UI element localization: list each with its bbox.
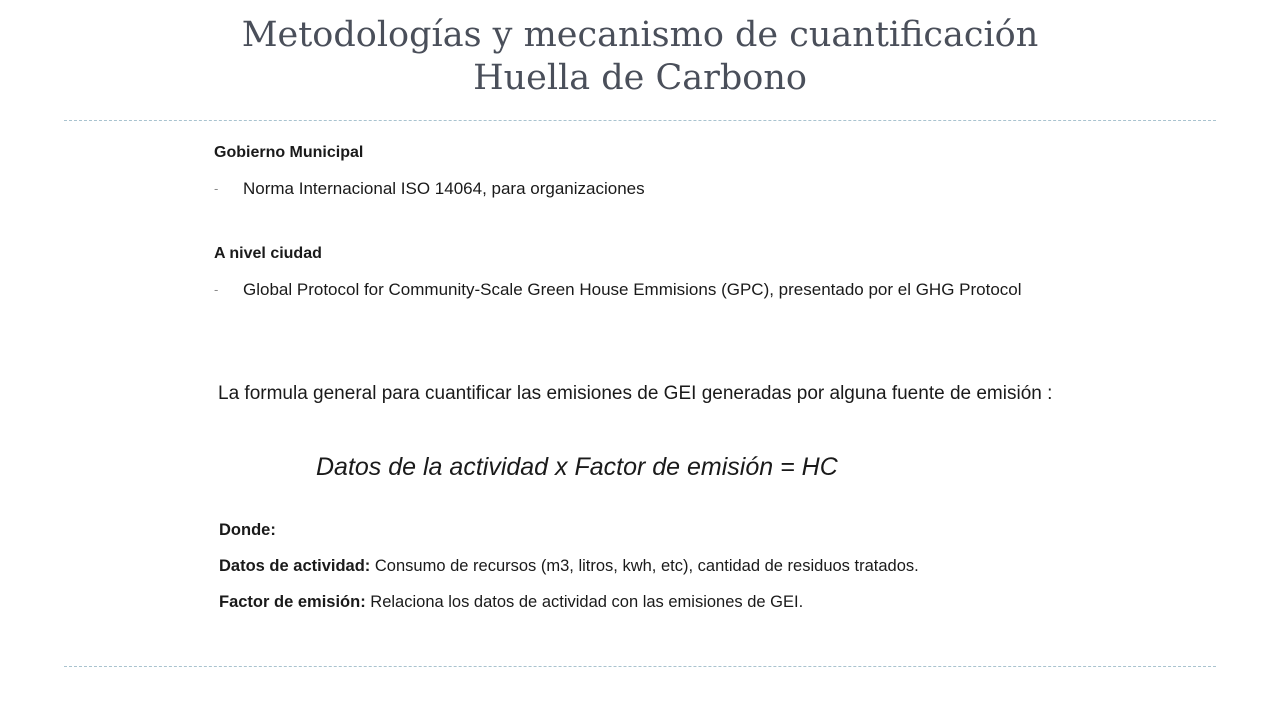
definition-term: Factor de emisión: — [219, 593, 366, 611]
slide-title-line-2: Huella de Carbono — [473, 58, 807, 98]
slide-title-line-1: Metodologías y mecanismo de cuantificación — [241, 15, 1039, 55]
definitions — [219, 519, 1119, 627]
definition-item — [219, 591, 1119, 613]
bullet-item — [214, 177, 1094, 200]
bullet-text: Global Protocol for Community-Scale Green House Emmisions (GPC), presentado por el GHG Protocol — [243, 280, 1022, 299]
definition-text: Consumo de recursos (m3, litros, kwh, etc), cantidad de residuos tratados. — [370, 557, 919, 575]
section-gobierno-municipal — [214, 143, 1094, 200]
section-nivel-ciudad — [214, 244, 1094, 301]
bottom-divider — [64, 666, 1216, 667]
slide-title — [0, 14, 1280, 100]
definition-text: Relaciona los datos de actividad con las emisiones de GEI. — [365, 593, 804, 611]
section-heading: Gobierno Municipal — [214, 144, 364, 161]
section-heading: A nivel ciudad — [214, 245, 322, 262]
definition-item — [219, 555, 1119, 577]
bullet-text: Norma Internacional ISO 14064, para organizaciones — [243, 179, 645, 198]
bullet-dash-icon: - — [214, 181, 219, 196]
top-divider — [64, 120, 1216, 121]
formula-intro: La formula general para cuantificar las emisiones de GEI generadas por alguna fuente de emisión : — [218, 383, 1053, 404]
bullet-dash-icon: - — [214, 282, 219, 297]
definitions-header: Donde: — [219, 521, 276, 539]
bullet-item — [214, 278, 1094, 301]
formula: Datos de la actividad x Factor de emisión = HC — [316, 453, 838, 481]
definition-term: Datos de actividad: — [219, 557, 371, 575]
